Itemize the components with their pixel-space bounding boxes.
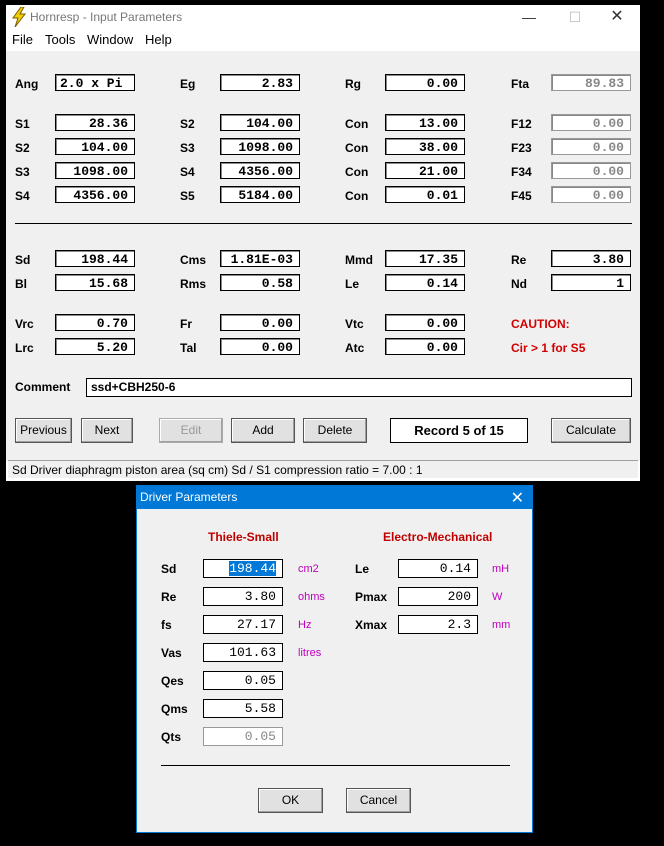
dlg-field-fs[interactable]: 27.17 <box>203 615 283 634</box>
label-s4: S4 <box>180 165 195 179</box>
field-f45: 0.00 <box>551 186 631 203</box>
label-f34: F34 <box>511 165 532 179</box>
dlg-unit-re: ohms <box>298 591 325 603</box>
dlg-label-le: Le <box>355 562 370 576</box>
field-le[interactable]: 0.14 <box>385 274 465 291</box>
label-s3: S3 <box>180 141 195 155</box>
field-tal[interactable]: 0.00 <box>220 338 300 355</box>
field-s3-left[interactable]: 1098.00 <box>55 162 135 179</box>
label-sd: Sd <box>15 253 31 267</box>
dlg-field-pmax[interactable]: 200 <box>398 587 478 606</box>
label-fta: Fta <box>511 77 529 91</box>
field-f23: 0.00 <box>551 138 631 155</box>
window-title: Hornresp - Input Parameters <box>30 10 183 24</box>
field-lrc[interactable]: 5.20 <box>55 338 135 355</box>
menu-window[interactable]: Window <box>87 32 134 47</box>
label-f45: F45 <box>511 189 532 203</box>
field-con-4[interactable]: 0.01 <box>385 186 465 203</box>
field-s1[interactable]: 28.36 <box>55 114 135 131</box>
status-bar: Sd Driver diaphragm piston area (sq cm) Sd / S1 compression ratio = 7.00 : 1 <box>8 460 638 478</box>
label-s5: S5 <box>180 189 195 203</box>
lightning-icon <box>10 7 28 27</box>
dialog-divider <box>161 765 510 766</box>
menu-tools[interactable]: Tools <box>45 32 76 47</box>
label-tal: Tal <box>180 341 197 355</box>
input-parameters-panel <box>6 51 640 461</box>
divider <box>15 223 632 224</box>
label-s2: S2 <box>180 117 195 131</box>
delete-button[interactable]: Delete <box>303 418 367 443</box>
label-con-3: Con <box>345 165 369 179</box>
ok-button[interactable]: OK <box>258 788 323 813</box>
menu-file[interactable]: File <box>12 32 33 47</box>
label-s2-left: S2 <box>15 141 30 155</box>
label-nd: Nd <box>511 277 527 291</box>
label-vtc: Vtc <box>345 317 364 331</box>
comment-field[interactable]: ssd+CBH250-6 <box>86 378 632 397</box>
field-fr[interactable]: 0.00 <box>220 314 300 331</box>
next-button[interactable]: Next <box>81 418 133 443</box>
previous-button[interactable]: Previous <box>15 418 72 443</box>
cancel-button[interactable]: Cancel <box>346 788 411 813</box>
label-eg: Eg <box>180 77 196 91</box>
field-cms[interactable]: 1.81E-03 <box>220 250 300 267</box>
dlg-unit-sd: cm2 <box>298 563 319 575</box>
dlg-field-sd-value: 198.44 <box>229 561 276 576</box>
label-comment: Comment <box>15 380 71 394</box>
caution-title: CAUTION: <box>511 317 570 331</box>
field-s5[interactable]: 5184.00 <box>220 186 300 203</box>
dlg-unit-vas: litres <box>298 647 322 659</box>
dlg-unit-xmax: mm <box>492 619 511 631</box>
dlg-label-vas: Vas <box>161 646 182 660</box>
minimize-button[interactable]: — <box>522 9 536 25</box>
dlg-field-re[interactable]: 3.80 <box>203 587 283 606</box>
record-indicator: Record 5 of 15 <box>390 418 528 443</box>
label-bl: Bl <box>15 277 27 291</box>
dlg-field-vas[interactable]: 101.63 <box>203 643 283 662</box>
label-lrc: Lrc <box>15 341 34 355</box>
field-bl[interactable]: 15.68 <box>55 274 135 291</box>
dlg-unit-fs: Hz <box>298 619 312 631</box>
field-s3[interactable]: 1098.00 <box>220 138 300 155</box>
label-s1: S1 <box>15 117 30 131</box>
field-s2[interactable]: 104.00 <box>220 114 300 131</box>
menu-bar <box>6 29 640 51</box>
dlg-label-qts: Qts <box>161 730 182 744</box>
label-re: Re <box>511 253 527 267</box>
label-cms: Cms <box>180 253 207 267</box>
dlg-unit-le: mH <box>492 563 510 575</box>
field-rms[interactable]: 0.58 <box>220 274 300 291</box>
label-atc: Atc <box>345 341 365 355</box>
dlg-field-xmax[interactable]: 2.3 <box>398 615 478 634</box>
dlg-label-xmax: Xmax <box>355 618 388 632</box>
dlg-label-qms: Qms <box>161 702 188 716</box>
dlg-label-qes: Qes <box>161 674 184 688</box>
field-eg[interactable]: 2.83 <box>220 74 300 91</box>
field-fta: 89.83 <box>551 74 631 91</box>
label-con-2: Con <box>345 141 369 155</box>
field-ang[interactable]: 2.0 x Pi <box>55 74 135 91</box>
dlg-label-fs: fs <box>161 618 172 632</box>
dialog-close-icon[interactable]: ✕ <box>510 490 524 507</box>
field-nd[interactable]: 1 <box>551 274 631 291</box>
main-window <box>6 5 640 481</box>
menu-help[interactable]: Help <box>145 32 172 47</box>
calculate-button[interactable]: Calculate <box>551 418 631 443</box>
field-rg[interactable]: 0.00 <box>385 74 465 91</box>
label-rg: Rg <box>345 77 361 91</box>
field-s2-left[interactable]: 104.00 <box>55 138 135 155</box>
label-rms: Rms <box>180 277 207 291</box>
label-con-4: Con <box>345 189 369 203</box>
field-f34: 0.00 <box>551 162 631 179</box>
field-mmd[interactable]: 17.35 <box>385 250 465 267</box>
driver-parameters-dialog <box>136 485 533 833</box>
field-con-3[interactable]: 21.00 <box>385 162 465 179</box>
dlg-field-qes[interactable]: 0.05 <box>203 671 283 690</box>
label-s3-left: S3 <box>15 165 30 179</box>
label-fr: Fr <box>180 317 192 331</box>
dlg-field-qts: 0.05 <box>203 727 283 746</box>
heading-thiele-small: Thiele-Small <box>208 530 279 544</box>
field-sd[interactable]: 198.44 <box>55 250 135 267</box>
field-con-1[interactable]: 13.00 <box>385 114 465 131</box>
field-atc[interactable]: 0.00 <box>385 338 465 355</box>
field-vtc[interactable]: 0.00 <box>385 314 465 331</box>
dialog-title: Driver Parameters <box>140 490 238 504</box>
add-button[interactable]: Add <box>231 418 295 443</box>
label-f23: F23 <box>511 141 532 155</box>
close-button[interactable]: ✕ <box>610 8 624 25</box>
maximize-button[interactable]: ☐ <box>568 9 582 25</box>
dialog-title-bar <box>137 486 532 509</box>
dlg-unit-pmax: W <box>492 591 503 603</box>
dlg-label-pmax: Pmax <box>355 590 388 604</box>
dlg-field-le[interactable]: 0.14 <box>398 559 478 578</box>
label-s4-left: S4 <box>15 189 30 203</box>
label-con-1: Con <box>345 117 369 131</box>
caution-text: Cir > 1 for S5 <box>511 341 586 355</box>
field-s4-left[interactable]: 4356.00 <box>55 186 135 203</box>
label-f12: F12 <box>511 117 532 131</box>
title-bar <box>6 5 640 29</box>
field-con-2[interactable]: 38.00 <box>385 138 465 155</box>
label-vrc: Vrc <box>15 317 34 331</box>
field-s4[interactable]: 4356.00 <box>220 162 300 179</box>
dlg-label-re: Re <box>161 590 177 604</box>
label-mmd: Mmd <box>345 253 373 267</box>
heading-electro-mechanical: Electro-Mechanical <box>383 530 493 544</box>
field-f12: 0.00 <box>551 114 631 131</box>
dlg-field-sd[interactable] <box>203 559 283 578</box>
dlg-field-qms[interactable]: 5.58 <box>203 699 283 718</box>
edit-button[interactable]: Edit <box>159 418 223 443</box>
dlg-label-sd: Sd <box>161 562 177 576</box>
field-vrc[interactable]: 0.70 <box>55 314 135 331</box>
field-re[interactable]: 3.80 <box>551 250 631 267</box>
label-le: Le <box>345 277 360 291</box>
label-ang: Ang <box>15 77 39 91</box>
